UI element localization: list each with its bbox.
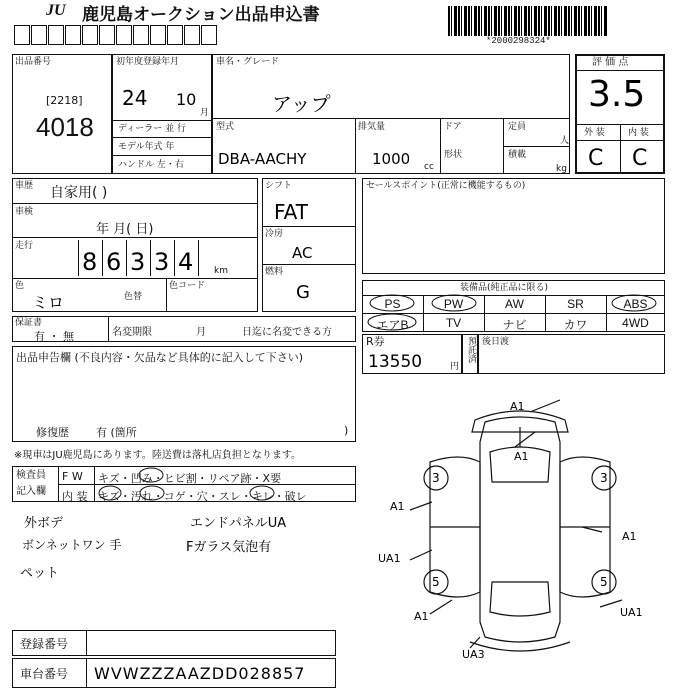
equipment-item: エアB — [376, 318, 409, 332]
history-label: 車歴 — [15, 181, 34, 191]
divider — [112, 137, 212, 138]
load-unit: kg — [556, 164, 567, 174]
hand-note: ボンネットワン 手 — [22, 538, 122, 552]
type-label: 型式 — [216, 122, 235, 132]
model-year-label: モデル年式 年 — [118, 142, 175, 152]
equipment-item: TV — [445, 316, 462, 330]
color-label: 色 — [15, 281, 25, 291]
reg-label: 登録番号 — [20, 637, 69, 651]
mileage-digits — [78, 240, 199, 276]
divider — [108, 316, 109, 342]
capacity-unit: 人 — [560, 136, 570, 146]
chassis-label: 車台番号 — [20, 667, 69, 681]
mileage-digit: 8 — [82, 248, 98, 276]
hand-note: エンドパネルUA — [190, 516, 287, 531]
diagram-mark: A1 — [622, 530, 637, 543]
chassis-value: WVWZZZAAZDD028857 — [94, 664, 306, 683]
inspection-label: 車検 — [15, 207, 34, 217]
divider — [262, 264, 356, 265]
hand-note: Fガラス気泡有 — [186, 540, 272, 555]
divider — [12, 237, 258, 238]
load-label: 積載 — [508, 150, 527, 160]
diagram-mark: UA1 — [378, 552, 401, 565]
divider — [86, 658, 87, 688]
fw-label: F W — [62, 470, 83, 483]
divider — [12, 278, 258, 279]
sales-point-box — [362, 178, 665, 274]
ext-text: キズ・凹み・ヒビ割・リペア跡・X要 — [98, 472, 282, 485]
diagram-mark: A1 — [510, 400, 525, 413]
int-text: キズ・汚れ・コゲ・穴・スレ・キレ・破レ — [98, 490, 307, 503]
ac-value: AC — [292, 244, 313, 262]
divider — [262, 226, 356, 227]
color-change-label: 色替 — [124, 292, 143, 302]
repair-close: ) — [344, 424, 349, 437]
hand-note: ペット — [20, 566, 60, 581]
mileage-label: 走行 — [15, 241, 34, 251]
shape-label: 形状 — [444, 150, 463, 160]
divider — [112, 120, 212, 121]
fuel-label: 燃料 — [265, 267, 284, 277]
mileage-digit: 4 — [178, 248, 194, 276]
barcode-number: *2000298324* — [486, 36, 551, 46]
color-value: ミロ — [32, 293, 65, 312]
int-label: 内 装 — [62, 490, 88, 503]
inspector-label-1: 検査員 — [16, 470, 46, 481]
name-change-label: 名変期限 — [112, 327, 152, 338]
divider — [94, 466, 95, 502]
recycle-label: R券 — [366, 335, 385, 348]
diagram-mark: 5 — [600, 575, 608, 589]
mileage-digit: 3 — [154, 248, 170, 276]
diagram-mark: UA1 — [620, 606, 643, 619]
later-label: 後日渡 — [482, 337, 510, 347]
recycle-unit: 円 — [450, 362, 460, 372]
header-logo: JU — [46, 2, 66, 19]
divider — [212, 118, 570, 119]
equipment-item: ABS — [623, 297, 648, 311]
handle-label: ハンドル 左・右 — [118, 160, 184, 170]
fuel-value: G — [296, 282, 310, 303]
door-label: ドア — [444, 122, 462, 132]
first-reg-label: 初年度登録年月 — [116, 57, 180, 67]
score-value: 3.5 — [588, 74, 646, 115]
barcode — [448, 6, 608, 36]
type-value: DBA-AACHY — [218, 150, 307, 168]
inspection-value: 年 月( 日) — [96, 222, 154, 237]
lot-label: 出品番号 — [15, 57, 52, 67]
equipment-label: 装備品(純正品に限る) — [460, 283, 549, 293]
shift-label: シフト — [265, 181, 293, 191]
notes-title: 出品申告欄 (不良内容・欠品など具体的に記入して下さい) — [16, 351, 304, 364]
exterior-value: C — [588, 146, 604, 171]
color-code-label: 色コード — [169, 281, 206, 291]
inspector-label-2: 記入欄 — [16, 486, 46, 497]
month-unit: 月 — [200, 108, 210, 118]
vehicle-name-label: 車名・グレード — [216, 57, 280, 67]
divider — [355, 118, 356, 174]
history-value: 自家用( ) — [50, 185, 108, 201]
warranty-value: 有 ・ 無 — [34, 330, 74, 343]
recycle-value: 13550 — [368, 352, 423, 372]
diagram-mark: A1 — [390, 500, 405, 513]
divider — [503, 146, 570, 147]
shift-value: FAT — [274, 200, 309, 224]
divider — [112, 155, 212, 156]
footnote: ※現車はJU鹿児島にあります。陸送費は落札店負担となります。 — [14, 450, 302, 461]
year-value: 24 — [122, 86, 148, 110]
divider — [575, 140, 665, 141]
hand-note: 外ボデ — [24, 516, 64, 531]
name-change-month: 月 — [196, 327, 206, 338]
diagram-mark: UA3 — [462, 648, 485, 661]
capacity-label: 定員 — [508, 122, 527, 132]
diagram-mark: A1 — [514, 450, 529, 463]
repair-value: 有 (箇所 — [96, 426, 137, 439]
equipment-item: ナビ — [502, 318, 527, 332]
name-change-note: 日迄に名変できる方 — [242, 327, 332, 338]
equipment-item: AW — [505, 297, 524, 311]
displacement-unit: cc — [424, 162, 434, 172]
divider — [166, 278, 167, 312]
diagram-mark: 3 — [600, 471, 608, 485]
divider — [620, 124, 621, 174]
equipment-item: カワ — [563, 318, 588, 332]
equipment-item: PW — [443, 297, 464, 311]
sales-point-label: セールスポイント(正常に機能するもの) — [366, 181, 526, 191]
vehicle-name-value: アップ — [272, 92, 331, 116]
circle-marks — [362, 312, 423, 332]
equipment-item: SR — [567, 297, 584, 311]
lot-number: 4018 — [36, 112, 94, 142]
diagram-mark: 5 — [432, 575, 440, 589]
month-value: 10 — [176, 90, 197, 109]
dealer-label: ディーラー 並 行 — [118, 124, 187, 134]
diagram-mark: 3 — [432, 471, 440, 485]
warranty-label: 保証書 — [15, 318, 43, 328]
divider — [86, 630, 87, 656]
displacement-value: 1000 — [372, 150, 411, 168]
divider — [575, 70, 665, 71]
equipment-item: 4WD — [622, 316, 649, 330]
mileage-digit: 6 — [106, 248, 122, 276]
header-title: 鹿児島オークション出品申込書 — [82, 5, 320, 25]
top-box-row — [14, 25, 218, 45]
interior-label: 内 装 — [628, 128, 649, 138]
score-label: 評 価 点 — [592, 57, 629, 68]
circle-marks — [96, 466, 356, 502]
car-damage-diagram — [370, 392, 670, 662]
repair-label: 修復歴 — [36, 426, 69, 439]
divider — [440, 118, 441, 174]
lot-small-code: [2218] — [46, 94, 83, 107]
deposit-label: 預託済 — [466, 336, 476, 363]
displacement-label: 排気量 — [358, 122, 386, 132]
diagram-mark: A1 — [414, 610, 429, 623]
equipment-item: PS — [384, 297, 401, 311]
mileage-unit: km — [214, 266, 228, 276]
interior-value: C — [632, 146, 648, 171]
exterior-label: 外 装 — [584, 128, 605, 138]
divider — [12, 203, 258, 204]
ac-label: 冷房 — [265, 229, 284, 239]
mileage-digit: 3 — [130, 248, 146, 276]
registration-box — [112, 54, 212, 174]
